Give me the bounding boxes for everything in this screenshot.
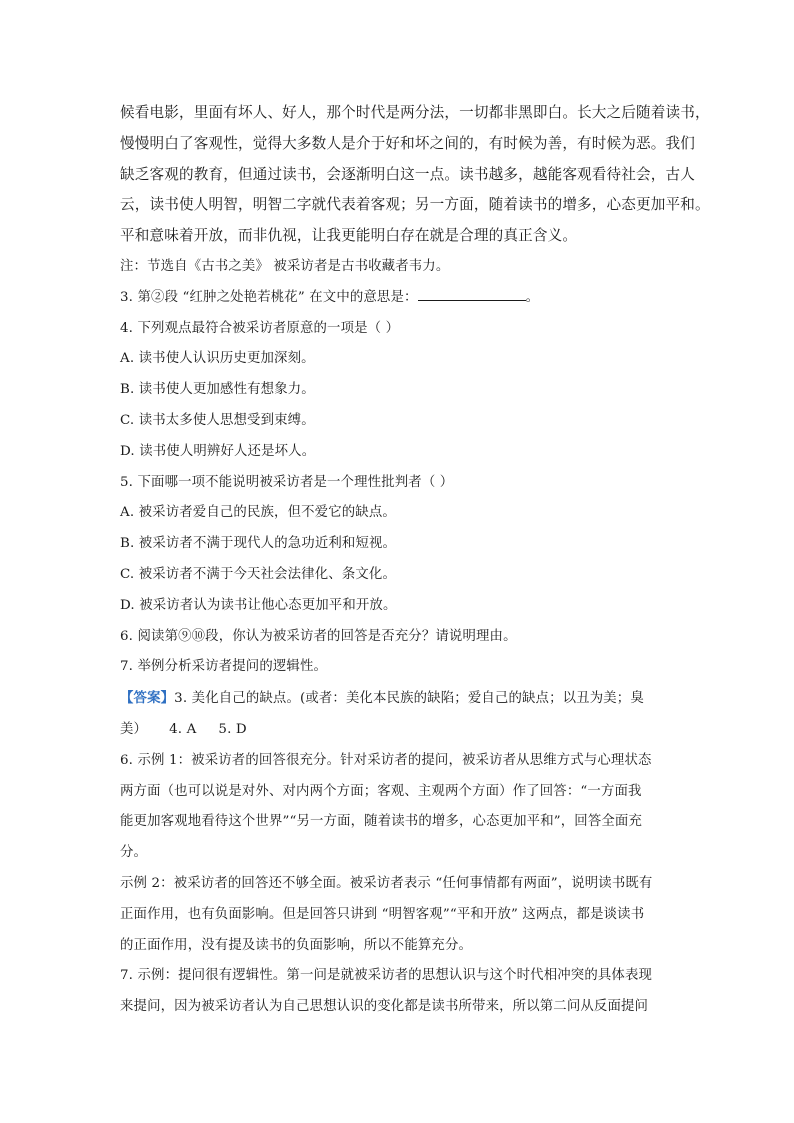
answer-6-line: 两方面（也可以说是对外、对内两个方面；客观、主观两个方面）作了回答：“一方面我: [120, 783, 642, 799]
answer-line: [120, 715, 680, 746]
passage-line: 慢慢明白了客观性，觉得大多数人是介于好和坏之间的，有时候为善，有时候为恶。我们: [120, 134, 696, 152]
passage-line: 候看电影，里面有坏人、好人，那个时代是两分法，一切都非黑即白。长大之后随着读书，: [120, 104, 710, 121]
answer-blank[interactable]: [418, 286, 526, 301]
answer-3-end: 美）: [120, 721, 148, 737]
question-6: 6. 阅读第⑨⑩段，你认为被采访者的回答是否充分？请说明理由。: [120, 628, 517, 644]
answer-line: [120, 683, 680, 715]
answer-6-line: 的正面作用，没有提及读书的负面影响，所以不能算充分。: [120, 937, 473, 953]
answer-7-line: 7. 示例：提问很有逻辑性。第一问是就被采访者的思想认识与这个时代相冲突的具体表现: [120, 968, 653, 984]
answer-3-text: 3. 美化自己的缺点。(或者：美化本民族的缺陷；爱自己的缺点；以丑为美；臭: [174, 691, 644, 707]
question-3-end: 。: [525, 289, 540, 305]
answer-6-line: 分。: [120, 845, 148, 861]
option-d: D. 读书使人明辨好人还是坏人。: [120, 443, 316, 459]
answer-6-line: 6. 示例 1：被采访者的回答很充分。针对采访者的提问，被采访者从思维方式与心理状态: [120, 752, 652, 768]
passage-line: 缺乏客观的教育，但通过读书，会逐渐明白这一点。读书越多，越能客观看待社会，古人: [120, 165, 696, 183]
passage-line: 云，读书使人明智，明智二字就代表着客观；另一方面，随着读书的增多，心态更加平和。: [120, 196, 710, 214]
answer-6-line: 示例 2：被采访者的回答还不够全面。被采访者表示 “任何事情都有两面”，说明读书既有: [120, 875, 653, 891]
answer-tag: 【答案】: [120, 690, 175, 707]
source-note: 注：节选自《古书之美》 被采访者是古书收藏者韦力。: [120, 258, 450, 274]
answer-6-line: 正面作用，也有负面影响。但是回答只讲到 “明智客观”“平和开放” 这两点，都是谈读书: [120, 906, 645, 922]
option-c: C. 被采访者不满于今天社会法律化、条文化。: [120, 566, 397, 582]
answer-6-line: 能更加客观地看待这个世界”“另一方面，随着读书的增多，心态更加平和”，回答全面充: [120, 814, 642, 830]
question-3-text: 3. 第②段 “红肿之处艳若桃花” 在文中的意思是：: [120, 289, 418, 305]
question-5: 5. 下面哪一项不能说明被采访者是一个理性批判者（ ）: [120, 474, 454, 490]
option-b: B. 读书使人更加感性有想象力。: [120, 382, 315, 398]
option-c: C. 读书太多使人思想受到束缚。: [120, 412, 315, 428]
option-d: D. 被采访者认为读书让他心态更加平和开放。: [120, 597, 397, 613]
document-page: [120, 98, 710, 1023]
question-7: 7. 举例分析采访者提问的逻辑性。: [120, 659, 328, 675]
answer-7-line: 来提问，因为被采访者认为自己思想认识的变化都是读书所带来，所以第二问从反面提问: [120, 999, 649, 1015]
answer-4: 4. A: [169, 721, 197, 737]
question-4: 4. 下列观点最符合被采访者原意的一项是（ ）: [120, 320, 400, 336]
passage-line: 平和意味着开放，而非仇视，让我更能明白存在就是合理的真正含义。: [120, 227, 578, 245]
option-a: A. 读书使人认识历史更加深刻。: [120, 351, 315, 367]
question-3: [120, 283, 680, 314]
option-b: B. 被采访者不满于现代人的急功近利和短视。: [120, 536, 397, 552]
answer-5: 5. D: [218, 721, 247, 737]
option-a: A. 被采访者爱自己的民族，但不爱它的缺点。: [120, 505, 396, 521]
